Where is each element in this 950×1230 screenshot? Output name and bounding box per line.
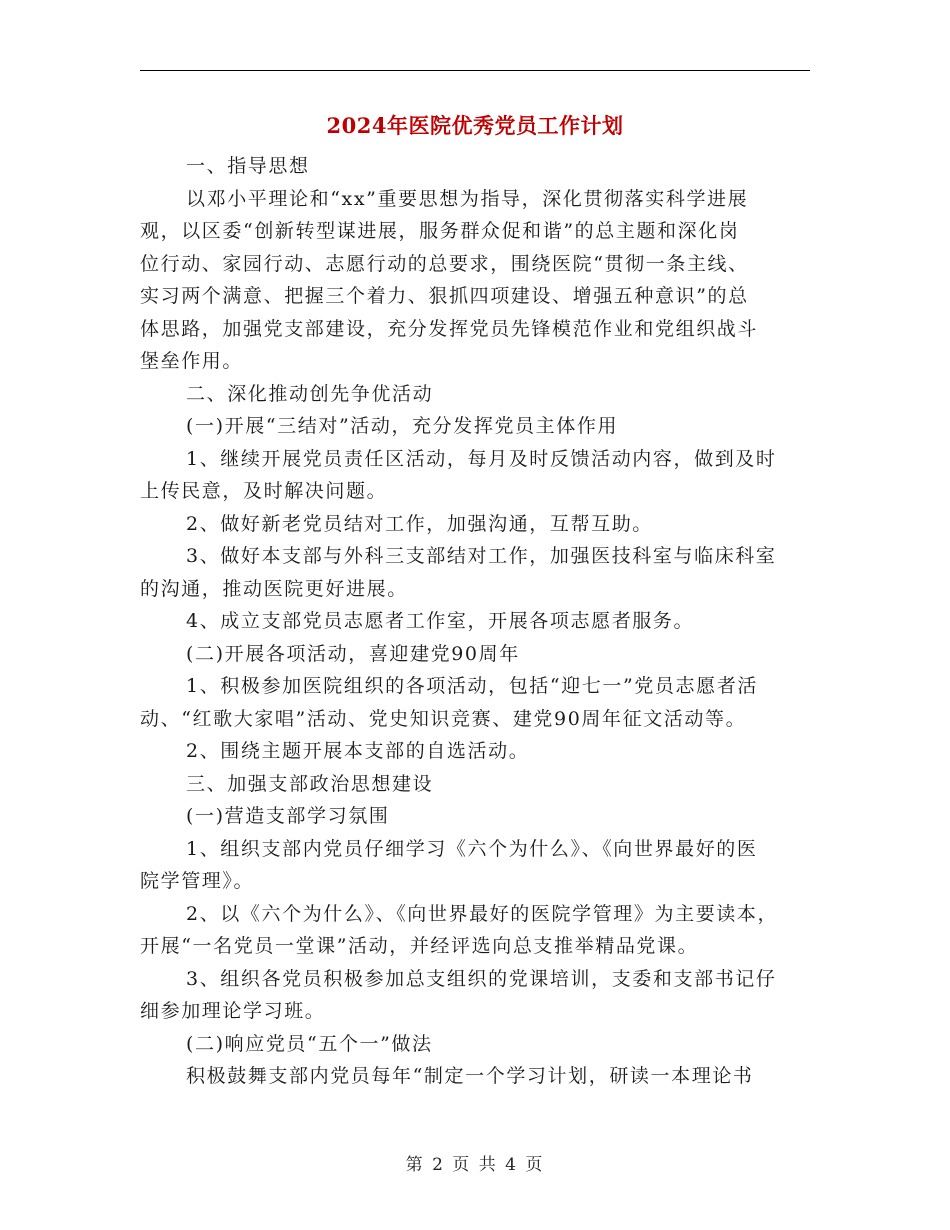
text-line: 三、加强支部政治思想建设 bbox=[186, 772, 434, 795]
document-title: 2024年医院优秀党员工作计划 bbox=[326, 113, 624, 138]
text-line: 3、组织各党员积极参加总支组织的党课培训，支委和支部书记仔 bbox=[186, 967, 777, 990]
text-line: 开展“一名党员一堂课”活动，并经评选向总支推举精品党课。 bbox=[140, 935, 699, 957]
text-line: 位行动、家园行动、志愿行动的总要求，围绕医院“贯彻一条主线、 bbox=[140, 252, 749, 275]
text-line: 观，以区委“创新转型谋进展，服务群众促和谐”的总主题和深化岗 bbox=[140, 220, 740, 242]
text-line: 院学管理》。 bbox=[140, 870, 255, 892]
text-line: 2、做好新老党员结对工作，加强沟通，互帮互助。 bbox=[186, 512, 653, 535]
text-line: 的沟通，推动医院更好进展。 bbox=[140, 577, 408, 600]
text-line: 堡垒作用。 bbox=[140, 350, 244, 372]
text-line: 二、深化推动创先争优活动 bbox=[186, 382, 434, 405]
text-line: 4、成立支部党员志愿者工作室，开展各项志愿者服务。 bbox=[186, 610, 695, 632]
text-line: 2、以《六个为什么》、《向世界最好的医院学管理》为主要读本， bbox=[186, 902, 779, 925]
text-line: 积极鼓舞支部内党员每年“制定一个学习计划，研读一本理论书 bbox=[186, 1065, 754, 1087]
page-footer: 第 2 页 共 4 页 bbox=[405, 1155, 545, 1175]
text-line: 2、围绕主题开展本支部的自选活动。 bbox=[186, 740, 530, 762]
document-body bbox=[140, 150, 810, 1093]
text-line: 一、指导思想 bbox=[186, 155, 310, 177]
text-line: 以邓小平理论和“xx”重要思想为指导，深化贯彻落实科学进展 bbox=[186, 187, 749, 210]
text-line: 上传民意，及时解决问题。 bbox=[140, 480, 388, 502]
header-rule bbox=[140, 70, 810, 71]
text-line: 动、“红歌大家唱”活动、党史知识竞赛、建党90周年征文活动等。 bbox=[140, 707, 747, 730]
text-line: (一)营造支部学习氛围 bbox=[186, 805, 390, 827]
text-line: (一)开展“三结对”活动，充分发挥党员主体作用 bbox=[186, 415, 619, 437]
text-line: (二)响应党员“五个一”做法 bbox=[186, 1032, 433, 1055]
text-line: 体思路，加强党支部建设，充分发挥党员先锋模范作业和党组织战斗 bbox=[140, 317, 759, 340]
text-line: 实习两个满意、把握三个着力、狠抓四项建设、增强五种意识”的总 bbox=[140, 285, 749, 307]
text-line: 3、做好本支部与外科三支部结对工作，加强医技科室与临床科室 bbox=[186, 545, 777, 567]
text-line: 1、组织支部内党员仔细学习《六个为什么》、《向世界最好的医 bbox=[186, 837, 758, 860]
text-line: 细参加理论学习班。 bbox=[140, 1000, 326, 1022]
text-line: 1、继续开展党员责任区活动，每月及时反馈活动内容，做到及时 bbox=[186, 447, 777, 470]
text-line: 1、积极参加医院组织的各项活动，包括“迎七一”党员志愿者活 bbox=[186, 675, 758, 697]
text-line: (二)开展各项活动，喜迎建党90周年 bbox=[186, 642, 520, 665]
